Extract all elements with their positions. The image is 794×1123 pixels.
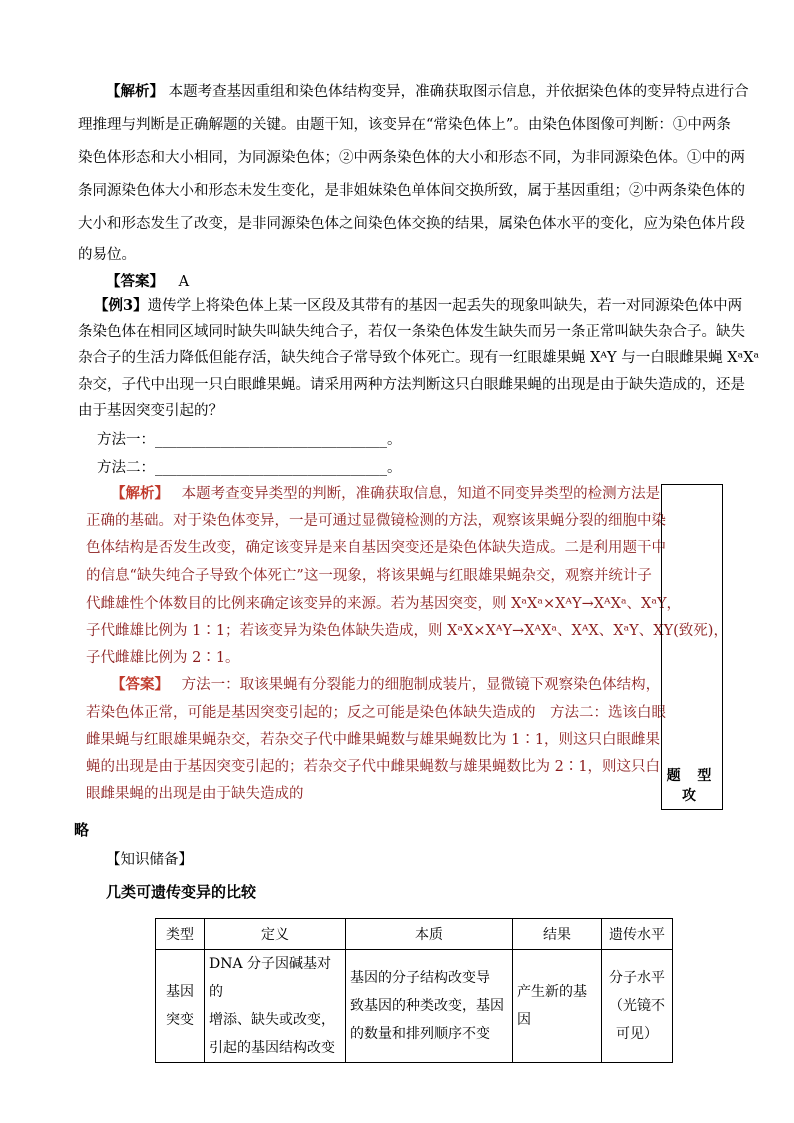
answer-line: 【答案】 方法一：取该果蝇有分裂能力的细胞制成装片，显微镜下观察染色体结构， — [111, 676, 661, 693]
analysis-label: 【解析】 — [111, 485, 169, 502]
cell-essence: 基因的分子结构改变导 致基因的种类改变，基因 的数量和排列顺序不变 — [346, 950, 513, 1063]
analysis-line: 色体结构是否发生改变，确定该变异是来自基因突变还是染色体缺失造成。二是利用题干中 — [86, 540, 666, 556]
header-result: 结果 — [513, 919, 602, 950]
answer-label: 【答案】 — [111, 676, 169, 693]
analysis-line: 理推理与判断是正确解题的关键。由题干知，该变异在“常染色体上”。由染色体图像可判断：①中两条 — [78, 117, 731, 133]
method-two-blank[interactable]: 方法二：________________________________。 — [97, 460, 402, 476]
analysis-line: 的易位。 — [78, 247, 136, 263]
header-type: 类型 — [156, 919, 205, 950]
answer-line — [106, 272, 189, 292]
section-title: 几类可遗传变异的比较 — [106, 883, 257, 901]
answer-line: 雌果蝇与红眼雄果蝇杂交，若杂交子代中雌果蝇数与雄果蝇数比为 1∶1，则这只白眼雌果 — [86, 732, 661, 748]
example-line: 杂合子的生活力降低但能存活，缺失纯合子常导致个体死亡。现有一红眼雄果蝇 XᴬY 与一白眼雌果蝇 XᵃXᵃ — [78, 350, 760, 366]
cell-level: 分子水平 （光镜不 可见） — [602, 950, 673, 1063]
answer-line: 蝇的出现是由于基因突变引起的；若杂交子代中雌果蝇数与雄果蝇数比为 2∶1，则这只白 — [86, 759, 661, 775]
side-box — [661, 484, 723, 810]
method-one-blank[interactable]: 方法一：________________________________。 — [97, 432, 402, 448]
cell-definition: DNA 分子因碱基对的 增添、缺失或改变， 引起的基因结构改变 — [205, 950, 346, 1063]
example-label: 【例3】 — [94, 297, 148, 314]
answer-label: 【答案】 — [106, 273, 164, 290]
table-header-row — [156, 919, 673, 950]
example-line: 条染色体在相同区域同时缺失叫缺失纯合子，若仅一条染色体发生缺失而另一条正常叫缺失杂合子。缺失 — [78, 324, 745, 340]
answer-line: 若染色体正常，可能是基因突变引起的；反之可能是染色体缺失造成的 方法二：选该白眼 — [86, 705, 666, 721]
analysis-line: 代雌雄性个体数目的比例来确定该变异的来源。若为基因突变，则 XᵃXᵃ×XᴬY→XᴬXᵃ、XᵃY， — [86, 596, 682, 612]
cell-result: 产生新的基 因 — [513, 950, 602, 1063]
side-box-label: 题 型 攻 — [666, 768, 718, 804]
continuation-char: 略 — [74, 821, 90, 839]
knowledge-label: 【知识储备】 — [106, 852, 193, 868]
example-line: 【例3】遗传学上将染色体上某一区段及其带有的基因一起丢失的现象叫缺失，若一对同源染色体中两 — [94, 297, 743, 314]
table-row — [156, 950, 673, 1063]
example-line: 杂交，子代中出现一只白眼雌果蝇。请采用两种方法判断这只白眼雌果蝇的出现是由于缺失造成的，还是 — [78, 377, 745, 393]
cell-type: 基因 突变 — [156, 950, 205, 1063]
header-level: 遗传水平 — [602, 919, 673, 950]
analysis-line: 大小和形态发生了改变，是非同源染色体之间染色体交换的结果，属染色体水平的变化，应为染色体片段 — [78, 216, 745, 232]
answer-line: 眼雌果蝇的出现是由于缺失造成的 — [86, 786, 304, 802]
analysis-line: 的信息“缺失纯合子导致个体死亡”这一现象，将该果蝇与红眼雄果蝇杂交，观察并统计子 — [86, 568, 652, 584]
header-definition: 定义 — [205, 919, 346, 950]
analysis-line: 条同源染色体大小和形态未发生变化，是非姐妹染色单体间交换所致，属于基因重组；②中两条染色体的 — [78, 183, 745, 199]
analysis-label: 【解析】 — [106, 83, 164, 100]
comparison-table — [155, 918, 673, 1063]
analysis-line: 染色体形态和大小相同，为同源染色体；②中两条染色体的大小和形态不同，为非同源染色体。①中的两 — [78, 150, 745, 166]
analysis-line: 子代雌雄比例为 1∶1；若该变异为染色体缺失造成，则 XᵃX×XᴬY→XᴬXᵃ、XᴬX、XᵃY、XY(致死)， — [86, 623, 728, 639]
analysis-line: 正确的基础。对于染色体变异，一是可通过显微镜检测的方法，观察该果蝇分裂的细胞中染 — [86, 513, 666, 529]
analysis-line: 子代雌雄比例为 2∶1。 — [86, 650, 240, 666]
answer-value: A — [178, 274, 190, 290]
analysis-line: 【解析】 本题考查变异类型的判断，准确获取信息，知道不同变异类型的检测方法是 — [111, 485, 661, 502]
header-essence: 本质 — [346, 919, 513, 950]
example-line: 由于基因突变引起的？ — [78, 403, 223, 419]
analysis-line: 【解析】 本题考查基因重组和染色体结构变异，准确获取图示信息，并依据染色体的变异特点进行合 — [106, 83, 749, 100]
